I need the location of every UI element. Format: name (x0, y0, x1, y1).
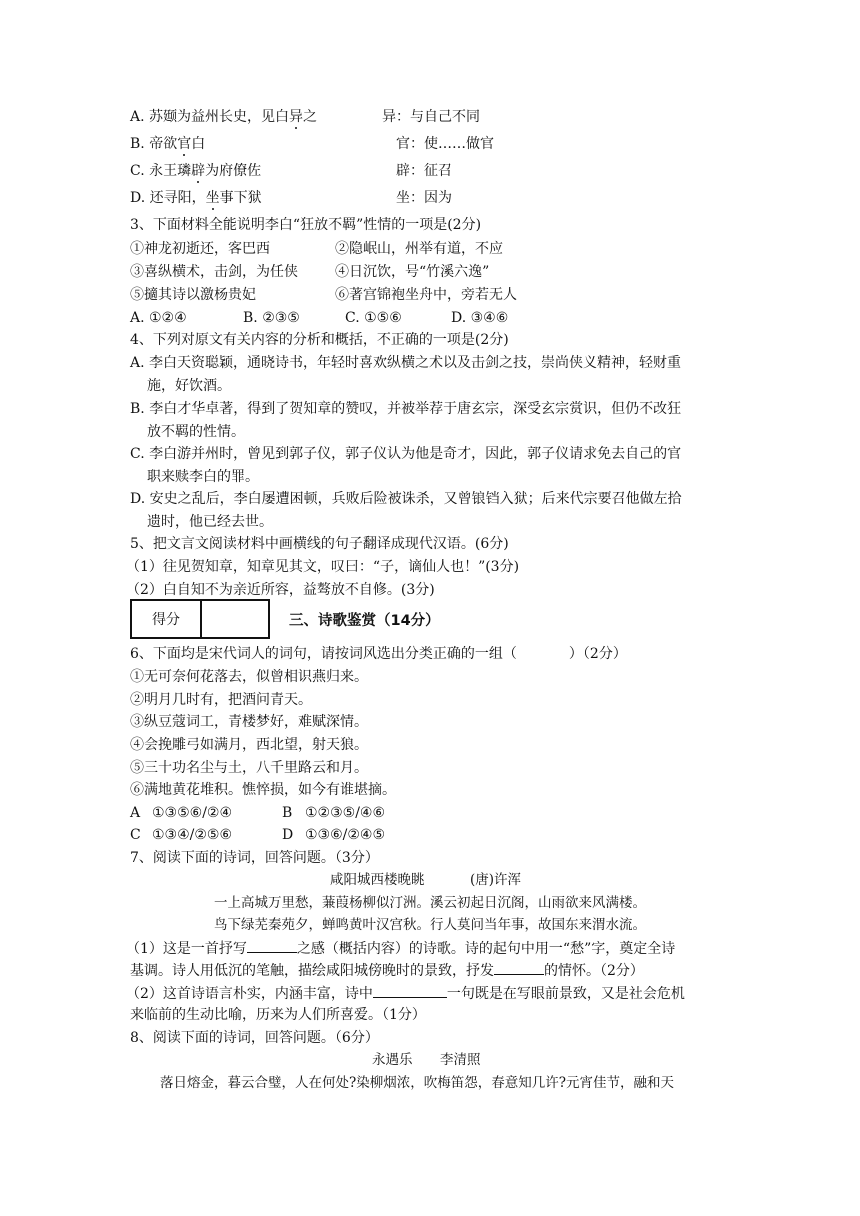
q7-text: 的情怀。（2分） (544, 963, 644, 979)
emphasized-char: 辟 (191, 163, 206, 179)
q3-item: ②隐岷山，州举有道，不应 (335, 241, 503, 257)
poem-title: 永遇乐 (372, 1052, 413, 1068)
poem-title: 咸阳城西楼晚眺 (330, 872, 425, 888)
q3-choice-c: C. ①⑤⑥ (345, 310, 402, 326)
q7-part-2-cont: 来临前的生动比喻，历来为人们所喜爱。（1分） (130, 1007, 426, 1023)
q7-text: 基调。诗人用低沉的笔触，描绘咸阳城傍晚时的景致，抒发 (130, 963, 494, 979)
option-text: 白 (191, 136, 206, 152)
q6-line: ②明月几时有，把酒问青天。 (130, 692, 312, 708)
emphasized-char: 坐 (205, 190, 220, 206)
q3-choice-b: B. ②③⑤ (243, 310, 300, 326)
q2-option-c (130, 161, 261, 181)
q6-line: ①无可奈何花落去，似曾相识燕归来。 (130, 669, 368, 685)
q7-part-1-cont (130, 960, 644, 981)
q7-text: 一句既是在写眼前景致，又是社会危机 (446, 986, 685, 1002)
q4-stem: 4、下列对原文有关内容的分析和概括，不正确的一项是(2分) (130, 332, 509, 348)
q2-option-b (130, 134, 205, 154)
poem-author: 李清照 (440, 1052, 481, 1068)
q4-option-b: B. 李白才华卓著，得到了贺知章的赞叹，并被举荐于唐玄宗，深受玄宗赏识，但仍不改狂 (130, 401, 682, 417)
q2-option-c-gloss: 辟：征召 (396, 163, 452, 179)
q7-text: （2）这首诗语言朴实，内涵丰富，诗中 (126, 986, 373, 1002)
poem-line: 落日熔金，暮云合璧，人在何处?染柳烟浓，吹梅笛怨，春意知几许?元宵佳节，融和天 (160, 1075, 674, 1091)
q5-sentence-1: （1）往见贺知章，知章见其文，叹曰：“子，谪仙人也！”(3分) (126, 559, 520, 575)
q7-stem: 7、阅读下面的诗词，回答问题。（3分） (130, 850, 379, 866)
option-text: C. 永王璘 (130, 163, 192, 179)
option-text: D. 还寻阳， (130, 190, 206, 206)
score-box (130, 599, 270, 639)
q4-option-b-cont: 放不羁的性情。 (147, 424, 245, 440)
q2-option-a (130, 107, 317, 127)
q3-item: ③喜纵横术，击剑，为任侠 (130, 264, 298, 280)
q6-stem-text: 6、下面均是宋代词人的词句，请按词风选出分类正确的一组（ (130, 646, 517, 662)
answer-blank[interactable] (494, 960, 544, 975)
q4-option-d: D. 安史之乱后，李白屡遭困顿，兵败后险被诛杀，又曾锒铛入狱；后来代宗要召他做左拾 (130, 491, 682, 507)
q2-option-b-gloss: 官：使……做官 (396, 136, 494, 152)
option-text: 之 (303, 109, 318, 125)
q7-part-2 (126, 983, 685, 1004)
q3-stem: 3、下面材料全能说明李白“狂放不羁”性情的一项是(2分) (130, 217, 482, 233)
score-value-field[interactable] (202, 601, 268, 637)
q3-item: ④日沉饮，号“竹溪六逸” (335, 264, 490, 280)
q6-choice-letter: D (282, 827, 294, 843)
q2-option-d (130, 188, 262, 208)
q6-line: ④会挽雕弓如满月，西北望，射天狼。 (130, 737, 368, 753)
q6-line: ③纵豆蔻词工，青楼梦好，难赋深情。 (130, 714, 368, 730)
q3-item: ⑥著宫锦袍坐舟中，旁若无人 (335, 287, 517, 303)
q4-option-d-cont: 遗时，他已经去世。 (147, 514, 273, 530)
option-text: B. 帝欲 (130, 136, 178, 152)
q3-choice-d: D. ③④⑥ (451, 310, 509, 326)
q2-option-d-gloss: 坐：因为 (396, 190, 452, 206)
option-text: A. 苏颋为益州长史，见白 (130, 109, 290, 125)
q3-choice-a: A. ①②④ (130, 310, 187, 326)
q6-line: ⑥满地黄花堆积。憔悴损，如今有谁堪摘。 (130, 782, 396, 798)
q5-sentence-2: （2）白自知不为亲近所容，益骜放不自修。(3分) (126, 582, 435, 598)
q6-choice-c: ①③④/②⑤⑥ (152, 827, 233, 843)
q3-item: ①神龙初逝还，客巴西 (130, 241, 270, 257)
q5-stem: 5、把文言文阅读材料中画横线的句子翻译成现代汉语。(6分) (130, 536, 509, 552)
option-text: 为府僚佐 (205, 163, 262, 179)
poem-line: 鸟下绿芜秦苑夕，蝉鸣黄叶汉宫秋。行人莫问当年事，故国东来渭水流。 (214, 917, 646, 933)
q4-option-a-cont: 施，好饮酒。 (147, 378, 231, 394)
q3-item: ⑤擿其诗以激杨贵妃 (130, 287, 256, 303)
answer-blank[interactable] (247, 938, 297, 953)
q7-text: 之感（概括内容）的诗歌。诗的起句中用一“愁”字，奠定全诗 (296, 941, 676, 957)
q4-option-a: A. 李白天资聪颖，通晓诗书，年轻时喜欢纵横之术以及击剑之技，崇尚侠义精神，轻财重 (130, 355, 682, 371)
q6-stem (130, 644, 627, 664)
q6-choice-b: ①②③⑤/④⑥ (305, 805, 386, 821)
q4-option-c: C. 李白游并州时，曾见到郭子仪，郭子仪认为他是奇才，因此，郭子仪请求免去自己的官 (130, 446, 682, 462)
q7-text: （1）这是一首抒写 (126, 941, 247, 957)
q4-option-c-cont: 职来赎李白的罪。 (147, 469, 259, 485)
q7-part-1 (126, 938, 675, 959)
q6-choice-letter: B (282, 805, 293, 821)
emphasized-char: 异 (289, 109, 304, 125)
section-title: 三、诗歌鉴赏（14分） (289, 613, 440, 629)
q6-choice-letter: C (130, 827, 141, 843)
q6-choice-a: ①③⑤⑥/②④ (152, 805, 233, 821)
answer-blank[interactable] (373, 983, 447, 998)
emphasized-char: 官 (177, 136, 192, 152)
q6-choice-d: ①③⑥/②④⑤ (305, 827, 386, 843)
poem-author: (唐)许浑 (470, 872, 522, 888)
q8-stem: 8、阅读下面的诗词，回答问题。（6分） (130, 1030, 379, 1046)
q6-stem-text: ）（2分） (568, 646, 627, 662)
poem-line: 一上高城万里愁，蒹葭杨柳似汀洲。溪云初起日沉阁，山雨欲来风满楼。 (214, 895, 646, 911)
score-label: 得分 (132, 601, 202, 637)
option-text: 事下狱 (219, 190, 262, 206)
q6-choice-letter: A (130, 805, 141, 821)
q2-option-a-gloss: 异：与自己不同 (382, 109, 480, 125)
q6-line: ⑤三十功名尘与土，八千里路云和月。 (130, 760, 368, 776)
